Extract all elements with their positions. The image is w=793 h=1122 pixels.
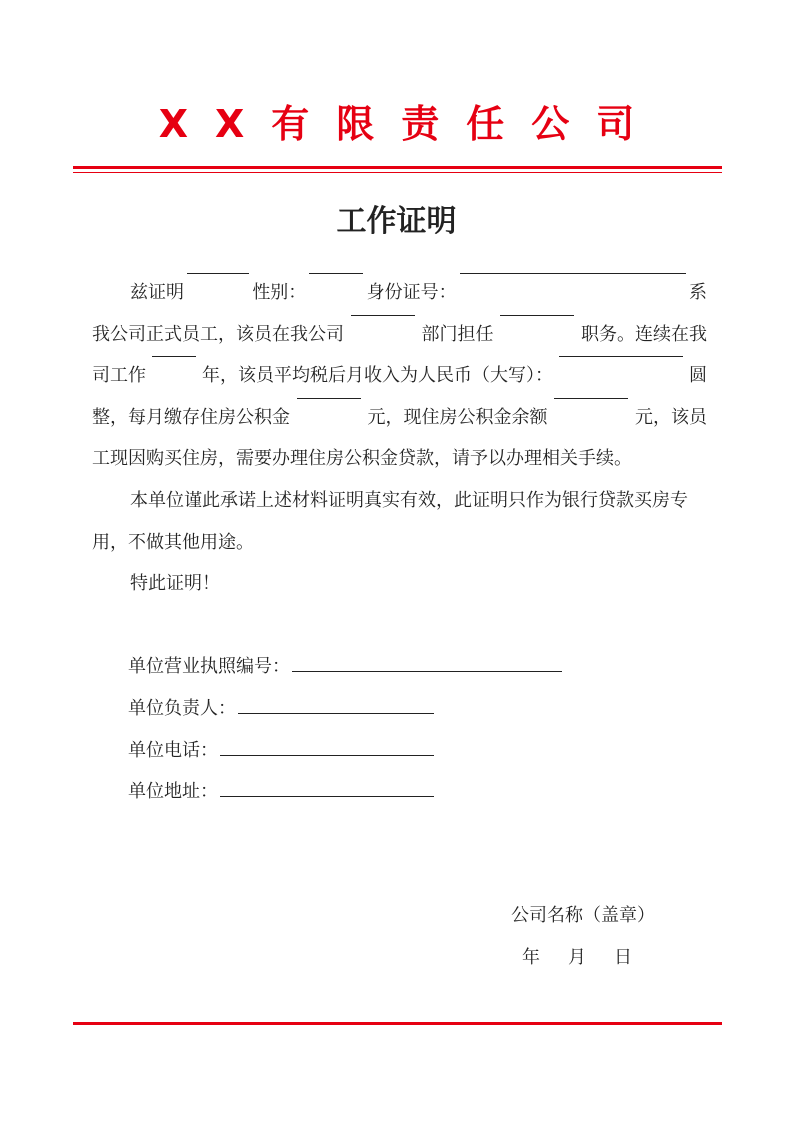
text-segment: 性别： — [252, 282, 307, 303]
signature-company: 公司名称（盖章） — [511, 905, 655, 926]
blank-id-number[interactable] — [460, 272, 686, 274]
text-segment: 工现因购买住房，需要办理住房公积金贷款，请予以办理相关手续。 — [92, 448, 632, 470]
field-unit-head — [128, 688, 434, 730]
header-rule-thick — [73, 166, 722, 169]
para-line-4 — [92, 397, 707, 439]
text-segment: 整，每月缴存住房公积金 — [92, 406, 290, 428]
blank-gender[interactable] — [309, 272, 363, 274]
para-line-1 — [92, 272, 707, 314]
signature-date — [522, 937, 632, 979]
text-segment: 圆 — [689, 365, 707, 387]
text-segment: 系 — [688, 282, 707, 303]
date-month: 月 — [568, 947, 586, 968]
field-unit-phone — [128, 730, 434, 772]
field-label: 单位负责人： — [128, 698, 236, 719]
field-label: 单位营业执照编号： — [128, 656, 290, 677]
text-segment: 身份证号： — [366, 282, 457, 303]
closing-statement: 特此证明！ — [130, 573, 220, 595]
text-segment: 司工作 — [92, 365, 146, 387]
unit-phone-line[interactable] — [220, 754, 434, 756]
document-title: 工作证明 — [336, 204, 457, 239]
paragraph-commitment — [92, 480, 707, 605]
text-segment: 兹证明 — [130, 282, 184, 303]
para-line-3 — [92, 355, 707, 397]
unit-address-line[interactable] — [220, 795, 434, 797]
paragraph-certification — [92, 272, 707, 480]
field-label: 单位地址： — [128, 781, 218, 802]
blank-position[interactable] — [500, 314, 574, 316]
footer-rule — [73, 1022, 722, 1025]
date-day: 日 — [614, 947, 632, 968]
text-segment: 部门担任 — [421, 323, 494, 345]
para-line-2 — [92, 314, 707, 356]
commitment-line-2: 用，不做其他用途。 — [92, 531, 254, 553]
blank-name[interactable] — [187, 272, 249, 274]
text-segment: 元，该员 — [635, 406, 707, 428]
date-year: 年 — [522, 947, 540, 968]
text-segment: 职务。连续在我 — [581, 323, 707, 345]
field-unit-address — [128, 771, 434, 813]
text-segment: 元，现住房公积金余额 — [367, 406, 548, 428]
license-number-line[interactable] — [292, 670, 562, 672]
blank-monthly-deposit[interactable] — [297, 397, 361, 399]
text-segment: 我公司正式员工，该员在我公司 — [92, 323, 344, 345]
text-segment: 年，该员平均税后月收入为人民币（大写）： — [202, 365, 553, 387]
blank-department[interactable] — [351, 314, 415, 316]
blank-income-amount[interactable] — [559, 355, 683, 357]
field-label: 单位电话： — [128, 740, 218, 761]
company-name: XX有限责任公司 — [158, 102, 662, 146]
blank-years[interactable] — [152, 355, 196, 357]
para-line-5 — [92, 438, 707, 480]
blank-fund-balance[interactable] — [554, 397, 628, 399]
field-business-license — [128, 646, 562, 688]
unit-head-line[interactable] — [238, 712, 434, 714]
commitment-line-1: 本单位谨此承诺上述材料证明真实有效，此证明只作为银行贷款买房专 — [130, 490, 688, 511]
header-rule-thin — [73, 172, 722, 173]
